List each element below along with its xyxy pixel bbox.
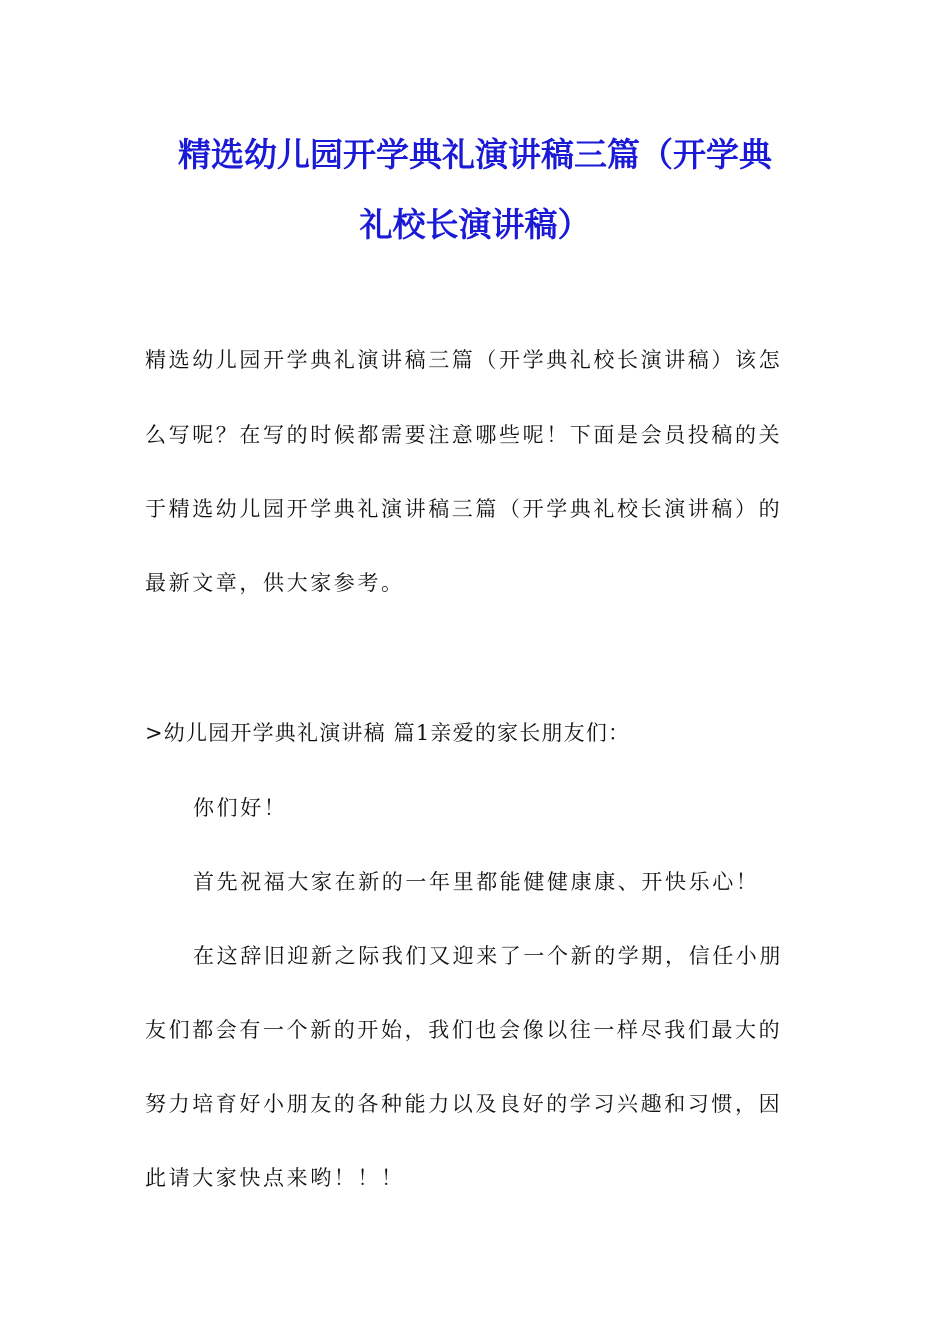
intro-line-4: 最新文章，供大家参考。 [145, 571, 405, 595]
paragraph-line-4: 此请大家快点来哟！！！ [145, 1166, 405, 1190]
intro-line-2: 么写呢？在写的时候都需要注意哪些呢！下面是会员投稿的关 [145, 423, 783, 447]
intro-line-3: 于精选幼儿园开学典礼演讲稿三篇（开学典礼校长演讲稿）的 [145, 497, 783, 521]
section-heading: >幼儿园开学典礼演讲稿 篇1亲爱的家长朋友们： [145, 721, 631, 745]
paragraph-line-2: 友们都会有一个新的开始，我们也会像以往一样尽我们最大的 [145, 1018, 783, 1042]
document-title-line-2: 礼校长演讲稿） [359, 205, 591, 244]
wish-line: 首先祝福大家在新的一年里都能健健康康、开快乐心！ [193, 870, 760, 894]
greeting-line: 你们好！ [193, 796, 288, 820]
paragraph-line-1: 在这辞旧迎新之际我们又迎来了一个新的学期，信任小朋 [193, 944, 783, 968]
document-title-line-1: 精选幼儿园开学典礼演讲稿三篇（开学典 [178, 135, 772, 174]
intro-line-1: 精选幼儿园开学典礼演讲稿三篇（开学典礼校长演讲稿）该怎 [145, 348, 783, 372]
paragraph-line-3: 努力培育好小朋友的各种能力以及良好的学习兴趣和习惯，因 [145, 1092, 783, 1116]
